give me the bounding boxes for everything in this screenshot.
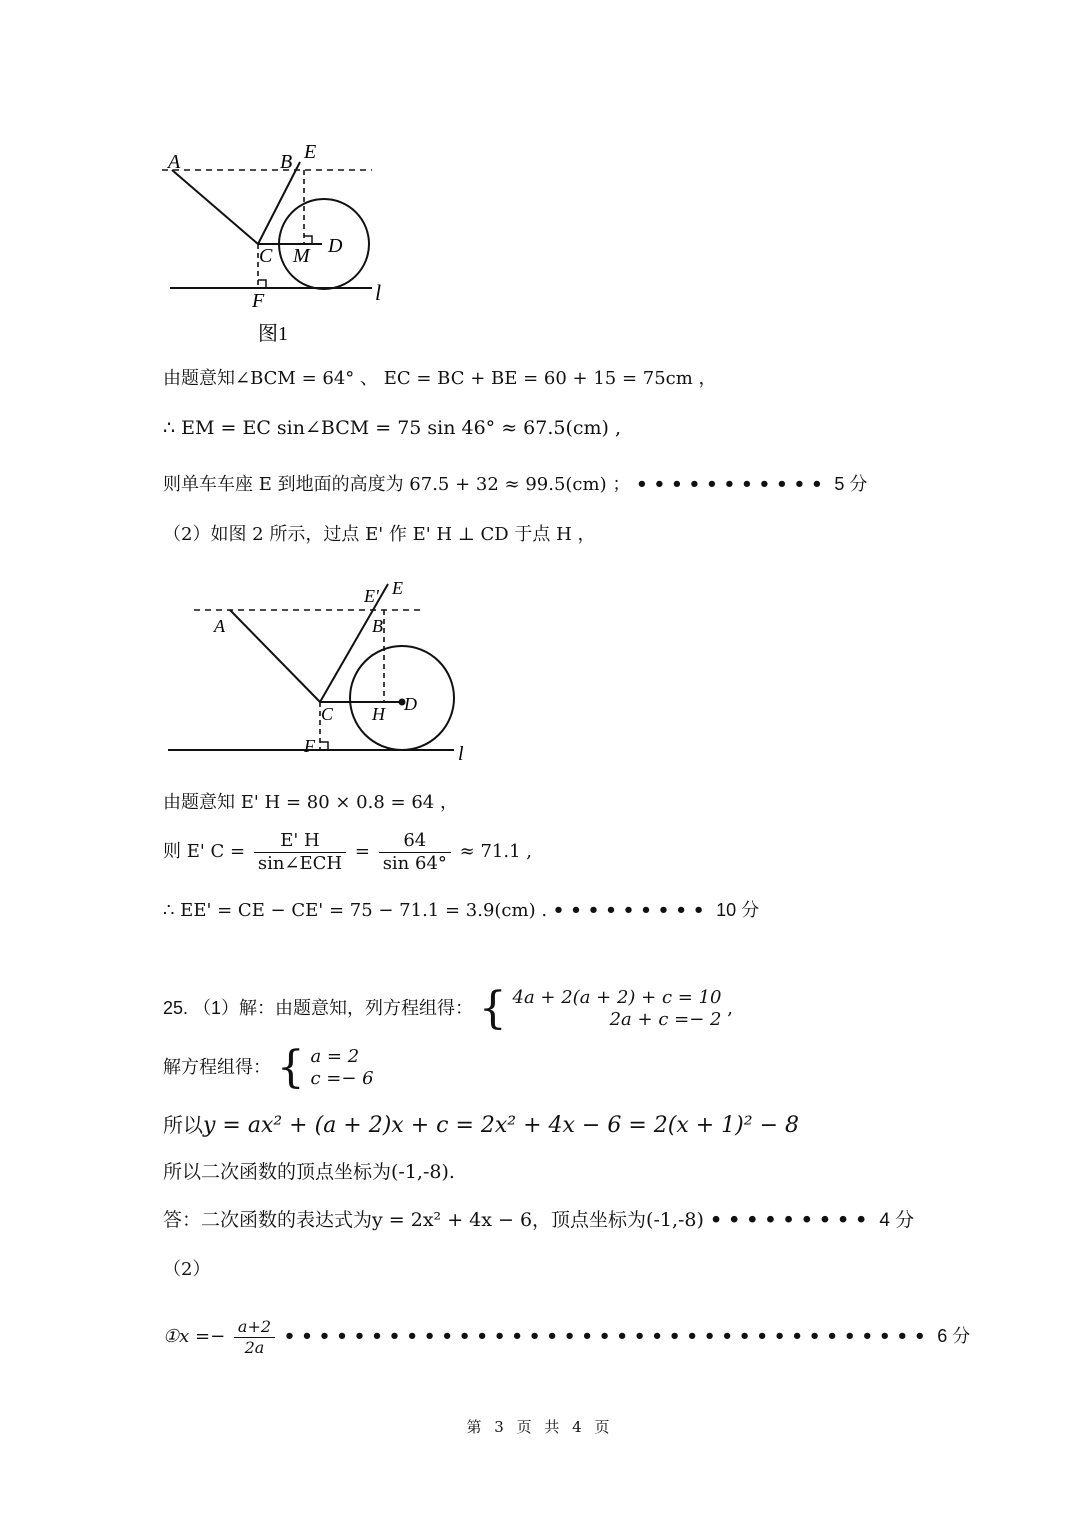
q25-line3 (163, 1110, 799, 1141)
right-angle-F (258, 280, 266, 288)
label-B: B (372, 616, 383, 636)
p2-line1: （2）如图 2 所示，过点 E' 作 E' H ⊥ CD 于点 H ， (163, 524, 596, 545)
segment-AC (230, 610, 320, 702)
page-footer: 第 3 页 共 4 页 (466, 1418, 614, 1436)
label-F: F (304, 736, 315, 756)
q25-line2-text: 解方程组得： (163, 1057, 271, 1078)
quadratic-expression: y = ax² + (a + 2)x + c = 2x² + 4x − 6 = 2(x + 1)² − 8 (203, 1113, 799, 1138)
frac-num: a+2 (234, 1317, 275, 1338)
q25-line4: 所以二次函数的顶点坐标为(-1,-8). (163, 1161, 455, 1183)
p2-line3-prefix: 则 E' C = (163, 841, 246, 862)
p2-line4 (163, 898, 759, 923)
q25-line2 (163, 1044, 374, 1092)
p2-line2: 由题意知 E' H = 80 × 0.8 = 64 ， (163, 792, 458, 813)
label-H: H (372, 704, 385, 724)
score-5: 5 分 (834, 474, 868, 494)
label-C: C (259, 245, 273, 267)
eq1: 4a + 2(a + 2) + c = 10 (512, 987, 722, 1008)
q25-line1-text: 25. （1）解：由题意知，列方程组得： (163, 998, 474, 1018)
p1-line1: 由题意知∠BCM = 64° 、 EC = BC + BE = 60 + 15 = 75cm ， (163, 368, 717, 389)
eq2: 2a + c =− 2 (609, 1009, 722, 1030)
frac1-num: E' H (254, 830, 346, 853)
label-E: E (304, 141, 317, 163)
label-D: D (328, 235, 343, 257)
label-F: F (252, 290, 265, 312)
score-6: 6 分 (937, 1326, 971, 1346)
segment-CE (258, 162, 300, 244)
score-4: 4 分 (879, 1210, 915, 1231)
label-C: C (321, 704, 334, 724)
figure-1-caption: 图1 (258, 323, 288, 345)
label-D: D (404, 694, 417, 714)
score-dots: ••••••••• (709, 1209, 874, 1231)
equation-system-1 (479, 985, 722, 1033)
score-10: 10 分 (716, 900, 760, 920)
label-l: l (458, 743, 464, 765)
frac2-num: 64 (379, 830, 451, 853)
frac2-den: sin 64° (382, 852, 447, 874)
p1-line3-text: 则单车车座 E 到地面的高度为 67.5 + 32 ≈ 99.5(cm) ； (163, 474, 631, 495)
fraction-EH-over-sin (254, 830, 346, 875)
figure-2 (160, 570, 480, 770)
score-dots: ••••••••• (552, 900, 711, 921)
q25-line7-prefix: ①x =− (163, 1326, 226, 1347)
q25-line1-end: , (727, 998, 733, 1019)
label-l: l (375, 280, 382, 305)
q25-line5-text: 答：二次函数的表达式为y = 2x² + 4x − 6，顶点坐标为(-1,-8) (163, 1209, 704, 1231)
label-A: A (214, 616, 225, 636)
score-dots: ••••••••••••••••••••••••••••••••••••• (283, 1326, 932, 1347)
q25-line6: （2） (163, 1259, 211, 1280)
label-A: A (168, 151, 181, 173)
p2-line3 (163, 828, 532, 876)
segment-AC (172, 170, 258, 244)
label-E-prime: E' (364, 586, 379, 606)
left-brace: { (478, 983, 507, 1034)
sol-c: c =− 6 (310, 1068, 374, 1089)
score-dots: ••••••••••• (636, 474, 829, 495)
q25-line5 (163, 1208, 914, 1233)
sol-a: a = 2 (310, 1046, 360, 1067)
fraction-64-over-sin (379, 830, 451, 875)
label-B: B (280, 151, 293, 173)
figure-1 (150, 140, 400, 360)
p2-line4-text: ∴ EE' = CE − CE' = 75 − 71.1 = 3.9(cm) . (163, 900, 548, 921)
p2-line3-eq: = (354, 841, 370, 862)
wheel-circle (350, 646, 454, 750)
left-brace: { (276, 1042, 305, 1093)
q25-line7 (163, 1312, 970, 1361)
right-angle-M (304, 236, 312, 244)
label-E: E (392, 578, 403, 598)
solution-system (277, 1044, 374, 1092)
q25-line3-prefix: 所以 (163, 1113, 203, 1137)
p1-line3 (163, 472, 867, 497)
q25-line1 (163, 984, 733, 1033)
fraction-a2-over-2a (234, 1317, 275, 1358)
label-M: M (293, 245, 310, 267)
p1-line2: ∴ EM = EC sin∠BCM = 75 sin 46° ≈ 67.5(cm) , (163, 417, 622, 439)
right-angle-F (320, 742, 328, 750)
p2-line3-suffix: ≈ 71.1 , (459, 841, 532, 862)
frac-den: 2a (244, 1337, 265, 1357)
frac1-den: sin∠ECH (257, 852, 343, 874)
